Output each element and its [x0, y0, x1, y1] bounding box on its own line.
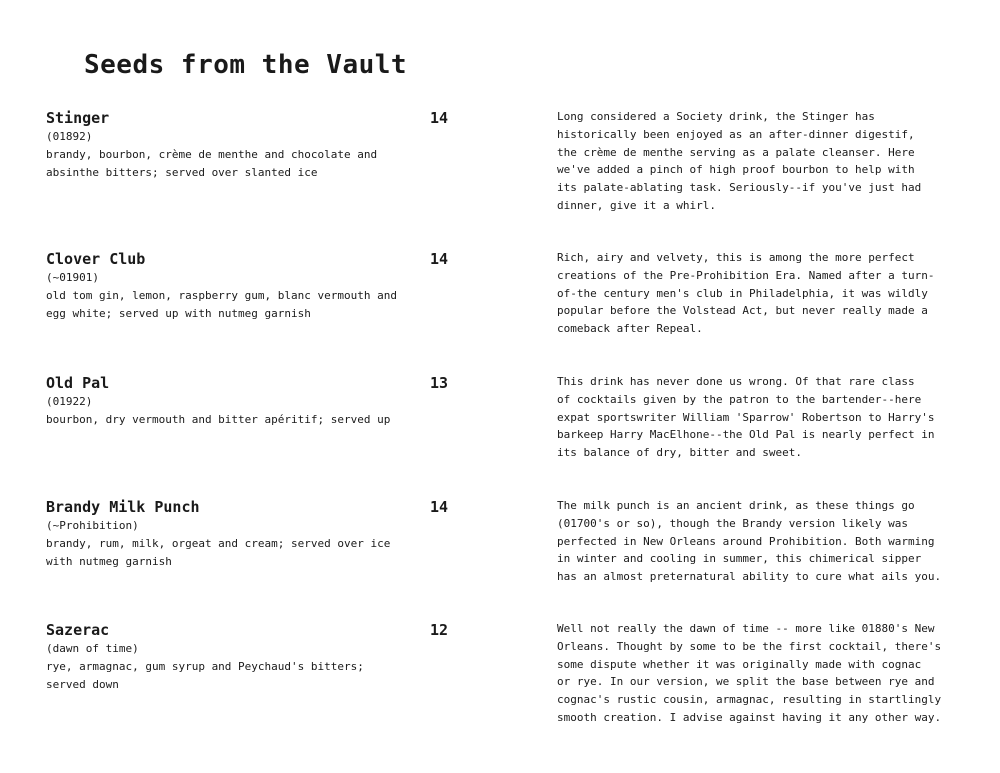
drink-price: 12 — [430, 621, 449, 639]
drink-description: Long considered a Society drink, the Stinger has historically been enjoyed as an after-dinner digestif, the crème de menthe serving as a palate cleanser. Here we've added a pinch of high proof bourbon to help with its palate-ablating task. Seriously--if you've just had dinner, give it a whirl. — [557, 110, 922, 212]
drink-era: (01892) — [46, 130, 93, 143]
drink-era: (~Prohibition) — [46, 519, 139, 532]
drink-ingredients: rye, armagnac, gum syrup and Peychaud's bitters; served down — [46, 660, 364, 691]
drink-ingredients: brandy, bourbon, crème de menthe and chocolate and absinthe bitters; served over slanted ice — [46, 148, 378, 179]
drink-price: 13 — [430, 374, 449, 392]
drink-era: (01922) — [46, 395, 93, 408]
drink-ingredients: old tom gin, lemon, raspberry gum, blanc vermouth and egg white; served up with nutmeg garnish — [46, 289, 397, 320]
drink-name: Brandy Milk Punch — [46, 498, 200, 516]
drink-name: Sazerac — [46, 621, 110, 639]
drink-description: Well not really the dawn of time -- more like 01880's New Orleans. Thought by some to be the first cocktail, there's some dispute whether it was originally made with cognac or rye. In our version, we split the base between rye and cognac's rustic cousin, armagnac, resulting in startlingly smooth creation. I advise against having it any other way. — [557, 622, 942, 724]
drink-name: Clover Club — [46, 250, 146, 268]
drink-era: (dawn of time) — [46, 642, 139, 655]
drink-price: 14 — [430, 250, 449, 268]
drink-name: Stinger — [46, 109, 110, 127]
drink-ingredients: bourbon, dry vermouth and bitter apéritif; served up — [46, 413, 391, 426]
drink-price: 14 — [430, 109, 449, 127]
drink-description: This drink has never done us wrong. Of that rare class of cocktails given by the patron to the bartender--here expat sportswriter William 'Sparrow' Robertson to Harry's barkeep Harry MacElhone--the Old Pal is nearly perfect in its balance of dry, bitter and sweet. — [557, 375, 935, 460]
drink-description: The milk punch is an ancient drink, as these things go (01700's or so), though the Brandy version likely was perfected in New Orleans around Prohibition. Both warming in winter and cooling in summer, this chimerical sipper has an almost preternatural ability to cure what ails you. — [557, 499, 942, 584]
drink-ingredients: brandy, rum, milk, orgeat and cream; served over ice with nutmeg garnish — [46, 537, 391, 568]
drink-price: 14 — [430, 498, 449, 516]
drink-description: Rich, airy and velvety, this is among the more perfect creations of the Pre-Prohibition Era. Named after a turn- of-the century men's club in Philadelphia, it was wildly popular before the Volstead Act, but never really made a comeback after Repeal. — [557, 251, 935, 336]
page-title: Seeds from the Vault — [84, 50, 408, 80]
drink-era: (~01901) — [46, 271, 99, 284]
drink-name: Old Pal — [46, 374, 110, 392]
